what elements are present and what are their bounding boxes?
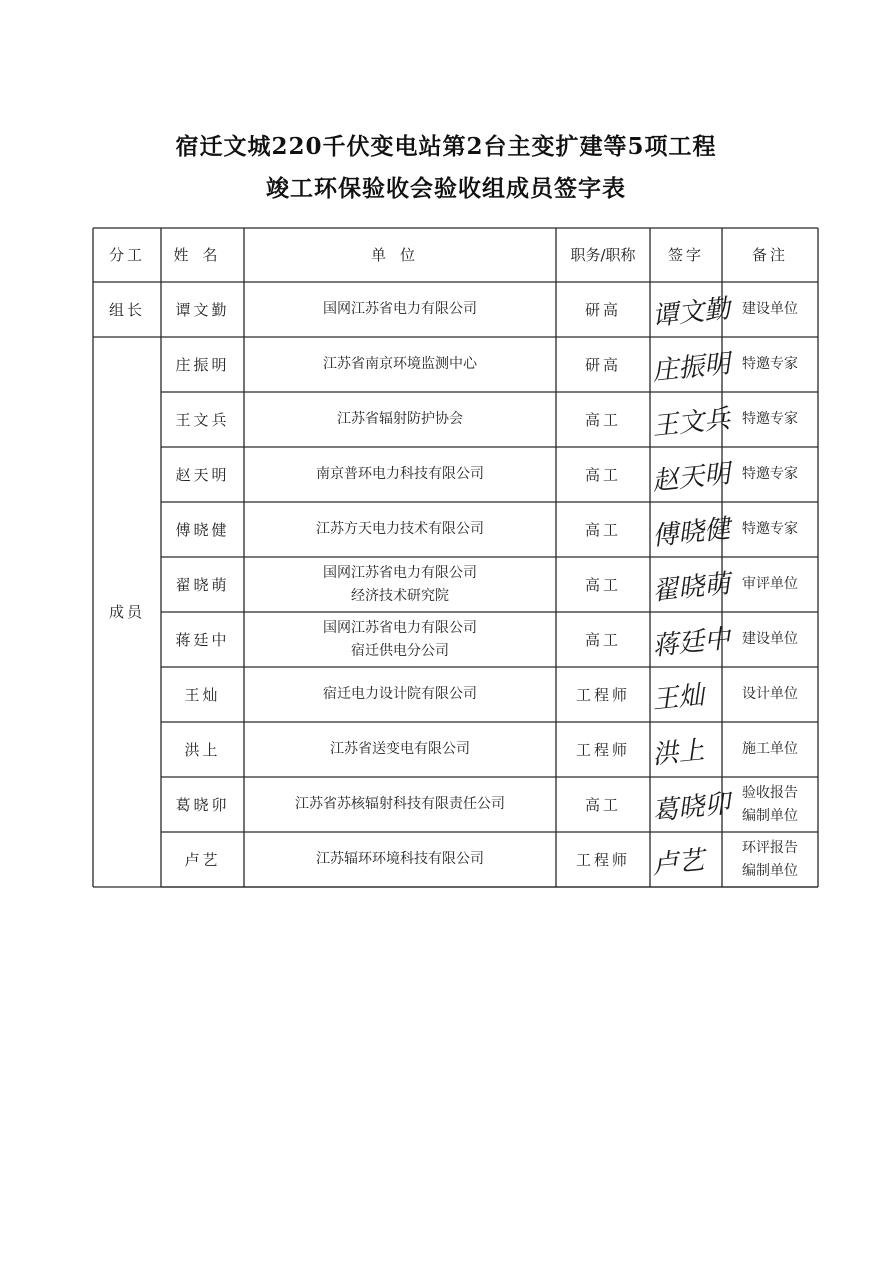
member-unit (244, 612, 556, 667)
member-position (556, 832, 650, 887)
leader-label (93, 282, 161, 337)
member-position-text: 高工 (584, 410, 621, 429)
member-unit (244, 447, 556, 502)
member-name (161, 667, 244, 722)
member-unit-text: 经济技术研究院 (351, 587, 449, 604)
member-unit (244, 337, 556, 392)
member-name-text: 卢艺 (184, 850, 221, 869)
header-unit (244, 228, 556, 282)
member-unit (244, 557, 556, 612)
member-name-text: 傅晓健 (175, 520, 230, 539)
member-unit-text: 江苏省辐射防护协会 (337, 411, 463, 428)
member-remarks (722, 447, 818, 502)
leader-label-text: 组长 (108, 300, 145, 319)
member-unit (244, 392, 556, 447)
member-position (556, 777, 650, 832)
member-position (556, 282, 650, 337)
member-remarks (722, 282, 818, 337)
member-position (556, 502, 650, 557)
member-position-text: 高工 (584, 795, 621, 814)
member-remarks-text: 特邀专家 (742, 521, 798, 538)
member-remarks-text: 验收报告 (742, 785, 798, 802)
member-name (161, 282, 244, 337)
member-remarks-text: 审评单位 (742, 576, 798, 593)
member-unit-text: 南京普环电力科技有限公司 (316, 466, 484, 483)
member-unit-text: 国网江苏省电力有限公司 (323, 301, 477, 318)
member-position-text: 研高 (584, 300, 621, 319)
header-unit-text: 单位 (370, 246, 429, 264)
member-name (161, 612, 244, 667)
member-position (556, 612, 650, 667)
member-name-text: 赵天明 (175, 465, 230, 484)
member-name-text: 王灿 (184, 685, 221, 704)
member-unit-text: 江苏方天电力技术有限公司 (316, 521, 484, 538)
header-remarks-text: 备注 (751, 246, 788, 264)
member-position-text: 高工 (584, 575, 621, 594)
member-unit (244, 502, 556, 557)
member-position (556, 722, 650, 777)
member-name-text: 洪上 (184, 740, 221, 759)
member-unit-text: 江苏辐环环境科技有限公司 (316, 851, 484, 868)
member-name (161, 392, 244, 447)
handwritten-signature: 卢艺 (650, 845, 706, 881)
member-remarks-text: 环评报告 (742, 840, 798, 857)
member-position-text: 研高 (584, 355, 621, 374)
member-remarks (722, 392, 818, 447)
header-position (556, 228, 650, 282)
member-remarks-text: 施工单位 (742, 741, 798, 758)
header-signature (650, 228, 722, 282)
member-unit (244, 282, 556, 337)
handwritten-signature: 蒋廷中 (650, 623, 732, 662)
member-remarks-text: 建设单位 (742, 631, 798, 648)
member-name-text: 翟晓萌 (175, 575, 230, 594)
member-remarks (722, 832, 818, 887)
member-unit (244, 722, 556, 777)
member-name (161, 502, 244, 557)
member-position (556, 557, 650, 612)
member-name-text: 葛晓卯 (175, 795, 230, 814)
member-unit-text: 宿迁电力设计院有限公司 (323, 686, 477, 703)
members-label (93, 337, 161, 887)
member-remarks (722, 557, 818, 612)
member-name (161, 337, 244, 392)
member-name-text: 王文兵 (175, 410, 230, 429)
member-remarks-text: 编制单位 (742, 862, 798, 879)
member-unit-text: 江苏省苏核辐射科技有限责任公司 (295, 796, 505, 813)
handwritten-signature: 王文兵 (650, 403, 732, 442)
handwritten-signature: 庄振明 (650, 348, 732, 387)
member-name (161, 832, 244, 887)
handwritten-signature: 翟晓萌 (650, 568, 732, 607)
member-remarks-text: 编制单位 (742, 807, 798, 824)
member-unit (244, 777, 556, 832)
member-position (556, 447, 650, 502)
member-remarks (722, 777, 818, 832)
handwritten-signature: 谭文勤 (650, 293, 732, 332)
member-remarks-text: 特邀专家 (742, 356, 798, 373)
handwritten-signature: 洪上 (650, 735, 706, 771)
member-position-text: 工程师 (575, 685, 630, 704)
members-label-text: 成员 (108, 603, 145, 621)
handwritten-signature: 赵天明 (650, 458, 732, 497)
member-name (161, 722, 244, 777)
handwritten-signature: 傅晓健 (650, 513, 732, 552)
header-signature-text: 签字 (667, 246, 704, 264)
member-position-text: 高工 (584, 465, 621, 484)
member-name-text: 庄振明 (175, 355, 230, 374)
member-name-text: 谭文勤 (175, 300, 230, 319)
member-name-text: 蒋廷中 (175, 630, 230, 649)
member-position (556, 667, 650, 722)
document-title-line-2: 竣工环保验收会验收组成员签字表 (266, 175, 626, 202)
member-position (556, 337, 650, 392)
member-remarks (722, 667, 818, 722)
member-unit (244, 667, 556, 722)
member-remarks (722, 502, 818, 557)
member-remarks-text: 设计单位 (742, 686, 798, 703)
member-remarks-text: 特邀专家 (742, 411, 798, 428)
handwritten-signature: 王灿 (650, 680, 706, 716)
member-remarks (722, 722, 818, 777)
member-unit-text: 江苏省南京环境监测中心 (323, 356, 477, 373)
header-division (93, 228, 161, 282)
member-position-text: 工程师 (575, 850, 630, 869)
header-name (161, 228, 244, 282)
member-name (161, 557, 244, 612)
header-position-text: 职务/职称 (570, 246, 636, 264)
member-name (161, 447, 244, 502)
header-name-text: 姓名 (173, 246, 232, 264)
member-remarks (722, 337, 818, 392)
handwritten-signature: 葛晓卯 (650, 788, 732, 827)
member-unit-text: 江苏省送变电有限公司 (330, 741, 470, 758)
member-unit (244, 832, 556, 887)
member-position-text: 高工 (584, 520, 621, 539)
member-name (161, 777, 244, 832)
header-division-text: 分工 (108, 246, 145, 264)
member-position (556, 392, 650, 447)
member-remarks-text: 特邀专家 (742, 466, 798, 483)
member-unit-text: 宿迁供电分公司 (351, 642, 449, 659)
member-unit-text: 国网江苏省电力有限公司 (323, 620, 477, 637)
member-remarks-text: 建设单位 (742, 301, 798, 318)
member-position-text: 工程师 (575, 740, 630, 759)
header-remarks (722, 228, 818, 282)
member-position-text: 高工 (584, 630, 621, 649)
member-unit-text: 国网江苏省电力有限公司 (323, 565, 477, 582)
member-remarks (722, 612, 818, 667)
document-title-line-1: 宿迁文城220千伏变电站第2台主变扩建等5项工程 (175, 133, 717, 160)
